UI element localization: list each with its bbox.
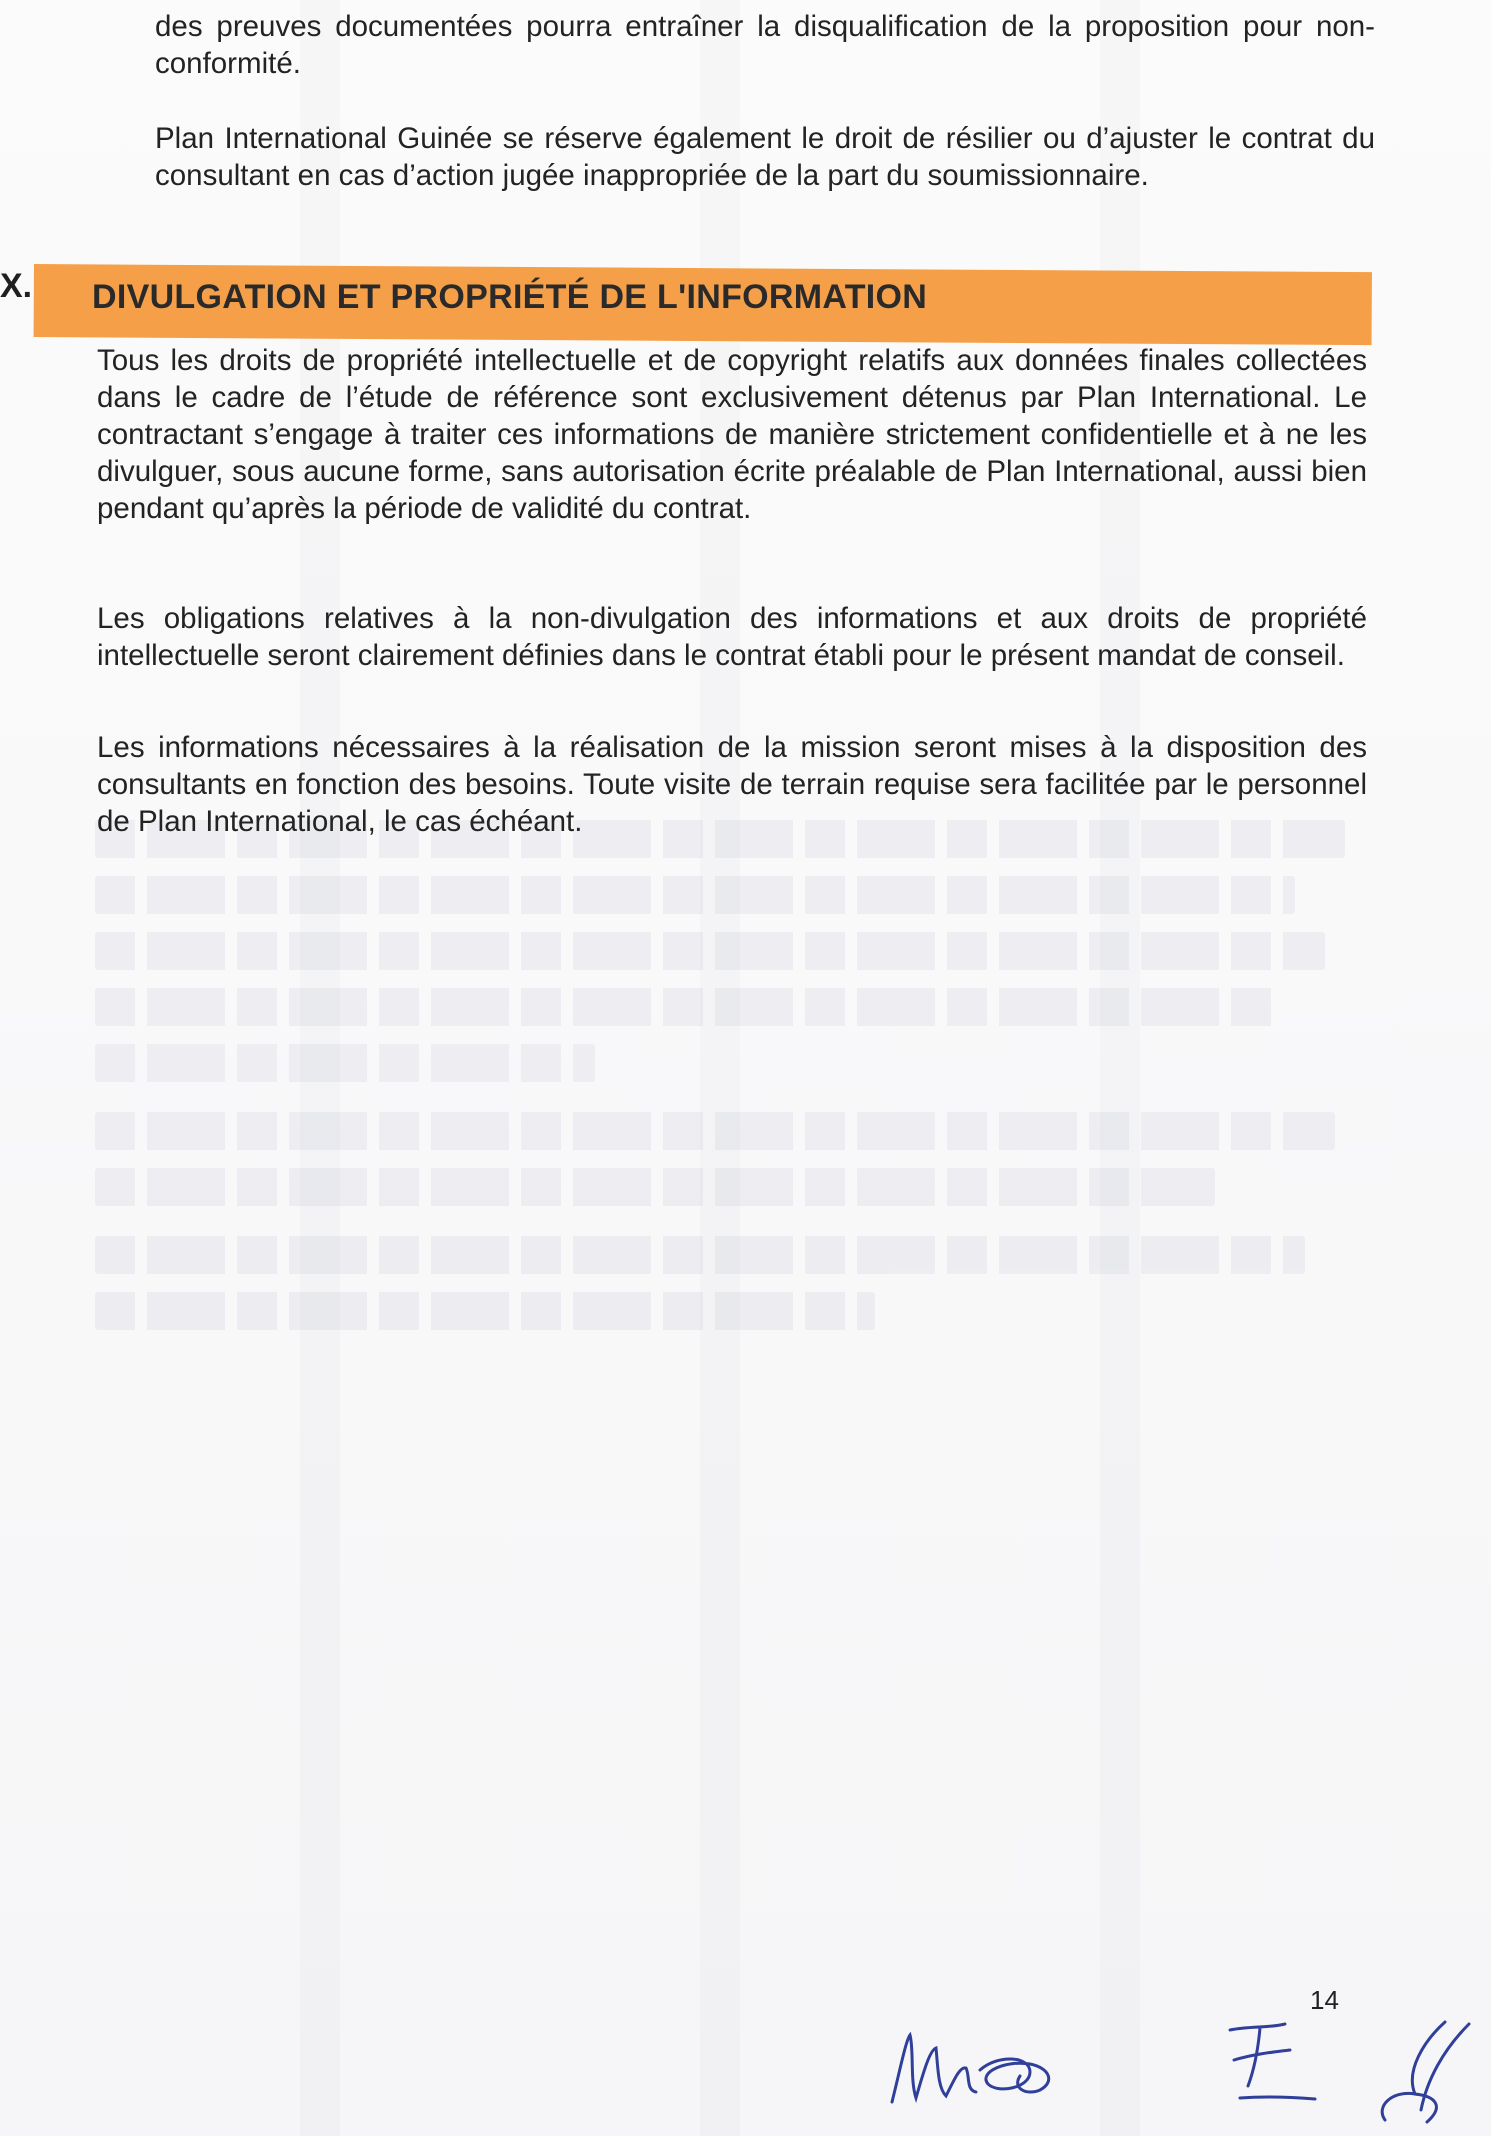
section-title: DIVULGATION ET PROPRIÉTÉ DE L'INFORMATION	[92, 278, 928, 316]
section-number: X.	[0, 267, 33, 305]
paragraph-non-disclosure: Les obligations relatives à la non-divulgation des informations et aux droits de propriété intellectuelle seront clairement définies dans le contrat établi pour le présent mandat de conseil.	[97, 602, 1367, 672]
signature-initials-1	[880, 2010, 1100, 2125]
page-number: 14	[1310, 1985, 1339, 2015]
signature-initials-3	[1365, 2010, 1490, 2135]
paragraph-contract-termination: Plan International Guinée se réserve également le droit de résilier ou d’ajuster le contrat du consultant en cas d’action jugée inappropriée de la part du soumissionnaire.	[155, 122, 1375, 192]
paragraph-disqualification: des preuves documentées pourra entraîner la disqualification de la proposition pour non-conformité.	[155, 10, 1375, 80]
signature-initials-2	[1210, 2000, 1330, 2110]
paragraph-intellectual-property: Tous les droits de propriété intellectuelle et de copyright relatifs aux données finales collectées dans le cadre de l’étude de référence sont exclusivement détenus par Plan International. Le contractant s’engage à traiter ces informations de manière strictement confidentielle et à ne les divulguer, sous aucune forme, sans autorisation écrite préalable de Plan International, aussi bien pendant qu’après la période de validité du contrat.	[97, 344, 1367, 525]
paragraph-information-access: Les informations nécessaires à la réalisation de la mission seront mises à la disposition des consultants en fonction des besoins. Toute visite de terrain requise sera facilitée par le personnel de Plan International, le cas échéant.	[97, 731, 1367, 838]
